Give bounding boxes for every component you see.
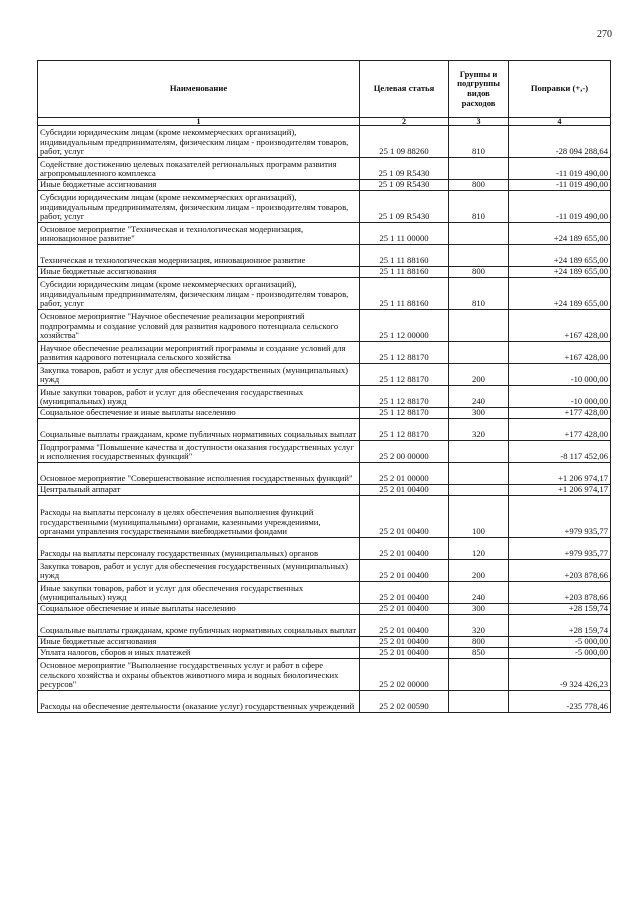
- row-amendment: +979 935,77: [509, 496, 611, 538]
- table-row: [38, 419, 611, 441]
- column-number: 2: [360, 118, 449, 126]
- row-target-article: 25 2 02 00590: [360, 691, 449, 713]
- row-expense-group: [449, 691, 509, 713]
- row-amendment: -235 778,46: [509, 691, 611, 713]
- column-number: 4: [509, 118, 611, 126]
- row-target-article: 25 2 01 00400: [360, 582, 449, 604]
- table-row: [38, 615, 611, 637]
- row-target-article: 25 1 09 88260: [360, 126, 449, 158]
- row-expense-group: 800: [449, 267, 509, 278]
- row-name: Основное мероприятие "Совершенствование исполнения государственных функций": [38, 463, 360, 485]
- header-expense-group: [449, 61, 509, 118]
- table-row: [38, 191, 611, 223]
- row-name: Уплата налогов, сборов и иных платежей: [38, 648, 360, 659]
- row-amendment: -5 000,00: [509, 637, 611, 648]
- header-group-line: Группы и: [459, 68, 498, 79]
- row-name: Социальное обеспечение и иные выплаты населению: [38, 408, 360, 419]
- row-name: Иные бюджетные ассигнования: [38, 267, 360, 278]
- row-amendment: -10 000,00: [509, 364, 611, 386]
- row-name: Иные бюджетные ассигнования: [38, 180, 360, 191]
- row-name: Расходы на обеспечение деятельности (оказание услуг) государственных учреждений: [38, 691, 360, 713]
- row-name: Центральный аппарат: [38, 485, 360, 496]
- row-expense-group: 800: [449, 180, 509, 191]
- row-target-article: 25 2 00 00000: [360, 441, 449, 463]
- row-expense-group: 120: [449, 538, 509, 560]
- row-expense-group: 320: [449, 615, 509, 637]
- table-row: [38, 538, 611, 560]
- row-expense-group: 300: [449, 604, 509, 615]
- row-target-article: 25 1 12 88170: [360, 342, 449, 364]
- row-name: Закупка товаров, работ и услуг для обеспечения государственных (муниципальных) нужд: [38, 560, 360, 582]
- row-name: Субсидии юридическим лицам (кроме некоммерческих организаций), индивидуальным предпринимателям, физическим лицам - производителям товаров, работ, услуг: [38, 191, 360, 223]
- row-name: Основное мероприятие "Техническая и технологическая модернизация, инновационное развитие": [38, 223, 360, 245]
- row-name: Расходы на выплаты персоналу в целях обеспечения выполнения функций государственными (муниципальными) органами, казенными учреждениями, органами управления государственными внебюджетными фондами: [38, 496, 360, 538]
- row-amendment: -9 324 426,23: [509, 659, 611, 691]
- row-amendment: +177 428,00: [509, 419, 611, 441]
- row-target-article: 25 1 11 00000: [360, 223, 449, 245]
- row-name: Иные бюджетные ассигнования: [38, 637, 360, 648]
- row-amendment: +24 189 655,00: [509, 267, 611, 278]
- column-number-row: [38, 118, 611, 126]
- header-target-article: Целевая статья: [360, 61, 449, 118]
- row-amendment: +1 206 974,17: [509, 485, 611, 496]
- row-amendment: +177 428,00: [509, 408, 611, 419]
- row-name: Подпрограмма "Повышение качества и доступности оказания государственных услуг и исполнения государственных функций": [38, 441, 360, 463]
- row-amendment: +28 159,74: [509, 604, 611, 615]
- row-expense-group: [449, 463, 509, 485]
- table-row: [38, 267, 611, 278]
- column-number: 3: [449, 118, 509, 126]
- row-expense-group: [449, 342, 509, 364]
- row-amendment: +24 189 655,00: [509, 223, 611, 245]
- page-number: 270: [597, 29, 612, 40]
- row-expense-group: 850: [449, 648, 509, 659]
- table-row: [38, 408, 611, 419]
- row-amendment: -5 000,00: [509, 648, 611, 659]
- row-expense-group: [449, 158, 509, 180]
- row-amendment: +979 935,77: [509, 538, 611, 560]
- table-row: [38, 648, 611, 659]
- row-amendment: +167 428,00: [509, 342, 611, 364]
- header-amendments: Поправки (+,-): [509, 61, 611, 118]
- column-number: 1: [38, 118, 360, 126]
- row-name: Содействие достижению целевых показателей региональных программ развития агропромышленного комплекса: [38, 158, 360, 180]
- row-name: Основное мероприятие "Научное обеспечение реализации мероприятий подпрограммы и создание условий для развития кадрового потенциала сельского хозяйства": [38, 310, 360, 342]
- header-row: [38, 61, 611, 118]
- table-row: [38, 463, 611, 485]
- row-name: Расходы на выплаты персоналу государственных (муниципальных) органов: [38, 538, 360, 560]
- row-target-article: 25 1 11 88160: [360, 278, 449, 310]
- table-row: [38, 560, 611, 582]
- table-row: [38, 659, 611, 691]
- table-row: [38, 386, 611, 408]
- row-expense-group: 100: [449, 496, 509, 538]
- row-amendment: -11 019 490,00: [509, 158, 611, 180]
- row-target-article: 25 1 12 88170: [360, 364, 449, 386]
- row-name: Основное мероприятие "Выполнение государственных услуг и работ в сфере сельского хозяйства и охраны объектов животного мира и водных биологических ресурсов": [38, 659, 360, 691]
- header-name: Наименование: [38, 61, 360, 118]
- row-expense-group: 200: [449, 364, 509, 386]
- row-target-article: 25 1 09 R5430: [360, 158, 449, 180]
- row-target-article: 25 2 01 00400: [360, 538, 449, 560]
- table-row: [38, 364, 611, 386]
- row-target-article: 25 1 11 88160: [360, 267, 449, 278]
- row-amendment: -11 019 490,00: [509, 180, 611, 191]
- row-name: Иные закупки товаров, работ и услуг для обеспечения государственных (муниципальных) нужд: [38, 582, 360, 604]
- header-group-line: видов: [467, 88, 490, 98]
- table-row: [38, 441, 611, 463]
- row-amendment: +24 189 655,00: [509, 278, 611, 310]
- table-row: [38, 691, 611, 713]
- row-amendment: -8 117 452,06: [509, 441, 611, 463]
- row-name: Научное обеспечение реализации мероприятий программы и создание условий для развития кадрового потенциала сельского хозяйства: [38, 342, 360, 364]
- table-row: [38, 342, 611, 364]
- row-expense-group: [449, 245, 509, 267]
- row-expense-group: 240: [449, 386, 509, 408]
- row-amendment: +203 878,66: [509, 560, 611, 582]
- row-name: Закупка товаров, работ и услуг для обеспечения государственных (муниципальных) нужд: [38, 364, 360, 386]
- row-expense-group: [449, 310, 509, 342]
- row-target-article: 25 2 02 00000: [360, 659, 449, 691]
- row-target-article: 25 2 01 00400: [360, 496, 449, 538]
- row-name: Субсидии юридическим лицам (кроме некоммерческих организаций), индивидуальным предпринимателям, физическим лицам - производителям товаров, работ, услуг: [38, 126, 360, 158]
- row-target-article: 25 2 01 00400: [360, 615, 449, 637]
- row-target-article: 25 2 01 00400: [360, 485, 449, 496]
- row-expense-group: 810: [449, 278, 509, 310]
- table-row: [38, 223, 611, 245]
- row-target-article: 25 1 12 88170: [360, 386, 449, 408]
- row-expense-group: [449, 223, 509, 245]
- row-target-article: 25 2 01 00400: [360, 648, 449, 659]
- row-name: Социальное обеспечение и иные выплаты населению: [38, 604, 360, 615]
- row-expense-group: 800: [449, 637, 509, 648]
- row-expense-group: [449, 659, 509, 691]
- row-target-article: 25 1 12 88170: [360, 419, 449, 441]
- row-target-article: 25 1 12 00000: [360, 310, 449, 342]
- row-target-article: 25 1 09 R5430: [360, 191, 449, 223]
- row-expense-group: [449, 441, 509, 463]
- row-expense-group: 300: [449, 408, 509, 419]
- row-name: Социальные выплаты гражданам, кроме публичных нормативных социальных выплат: [38, 419, 360, 441]
- table-row: [38, 310, 611, 342]
- table-row: [38, 637, 611, 648]
- row-target-article: 25 2 01 00400: [360, 560, 449, 582]
- row-expense-group: 240: [449, 582, 509, 604]
- table-row: [38, 496, 611, 538]
- table-row: [38, 278, 611, 310]
- row-amendment: +28 159,74: [509, 615, 611, 637]
- table-row: [38, 582, 611, 604]
- table-row: [38, 126, 611, 158]
- budget-amendments-table: [37, 60, 611, 713]
- row-expense-group: [449, 485, 509, 496]
- row-target-article: 25 1 11 88160: [360, 245, 449, 267]
- row-name: Социальные выплаты гражданам, кроме публичных нормативных социальных выплат: [38, 615, 360, 637]
- row-amendment: -10 000,00: [509, 386, 611, 408]
- row-amendment: +1 206 974,17: [509, 463, 611, 485]
- row-target-article: 25 1 09 R5430: [360, 180, 449, 191]
- row-expense-group: 320: [449, 419, 509, 441]
- row-target-article: 25 2 01 00000: [360, 463, 449, 485]
- row-amendment: -28 094 288,64: [509, 126, 611, 158]
- table-row: [38, 245, 611, 267]
- row-target-article: 25 2 01 00400: [360, 604, 449, 615]
- row-expense-group: 200: [449, 560, 509, 582]
- header-group-line: подгруппы: [457, 78, 500, 89]
- table-row: [38, 158, 611, 180]
- row-name: Иные закупки товаров, работ и услуг для обеспечения государственных (муниципальных) нужд: [38, 386, 360, 408]
- row-amendment: -11 019 490,00: [509, 191, 611, 223]
- table-row: [38, 180, 611, 191]
- row-amendment: +203 878,66: [509, 582, 611, 604]
- row-target-article: 25 1 12 88170: [360, 408, 449, 419]
- header-group-line: расходов: [461, 97, 496, 108]
- row-name: Техническая и технологическая модернизация, инновационное развитие: [38, 245, 360, 267]
- row-expense-group: 810: [449, 191, 509, 223]
- row-amendment: +24 189 655,00: [509, 245, 611, 267]
- table-row: [38, 485, 611, 496]
- row-name: Субсидии юридическим лицам (кроме некоммерческих организаций), индивидуальным предпринимателям, физическим лицам - производителям товаров, работ, услуг: [38, 278, 360, 310]
- row-expense-group: 810: [449, 126, 509, 158]
- table-row: [38, 604, 611, 615]
- row-target-article: 25 2 01 00400: [360, 637, 449, 648]
- row-amendment: +167 428,00: [509, 310, 611, 342]
